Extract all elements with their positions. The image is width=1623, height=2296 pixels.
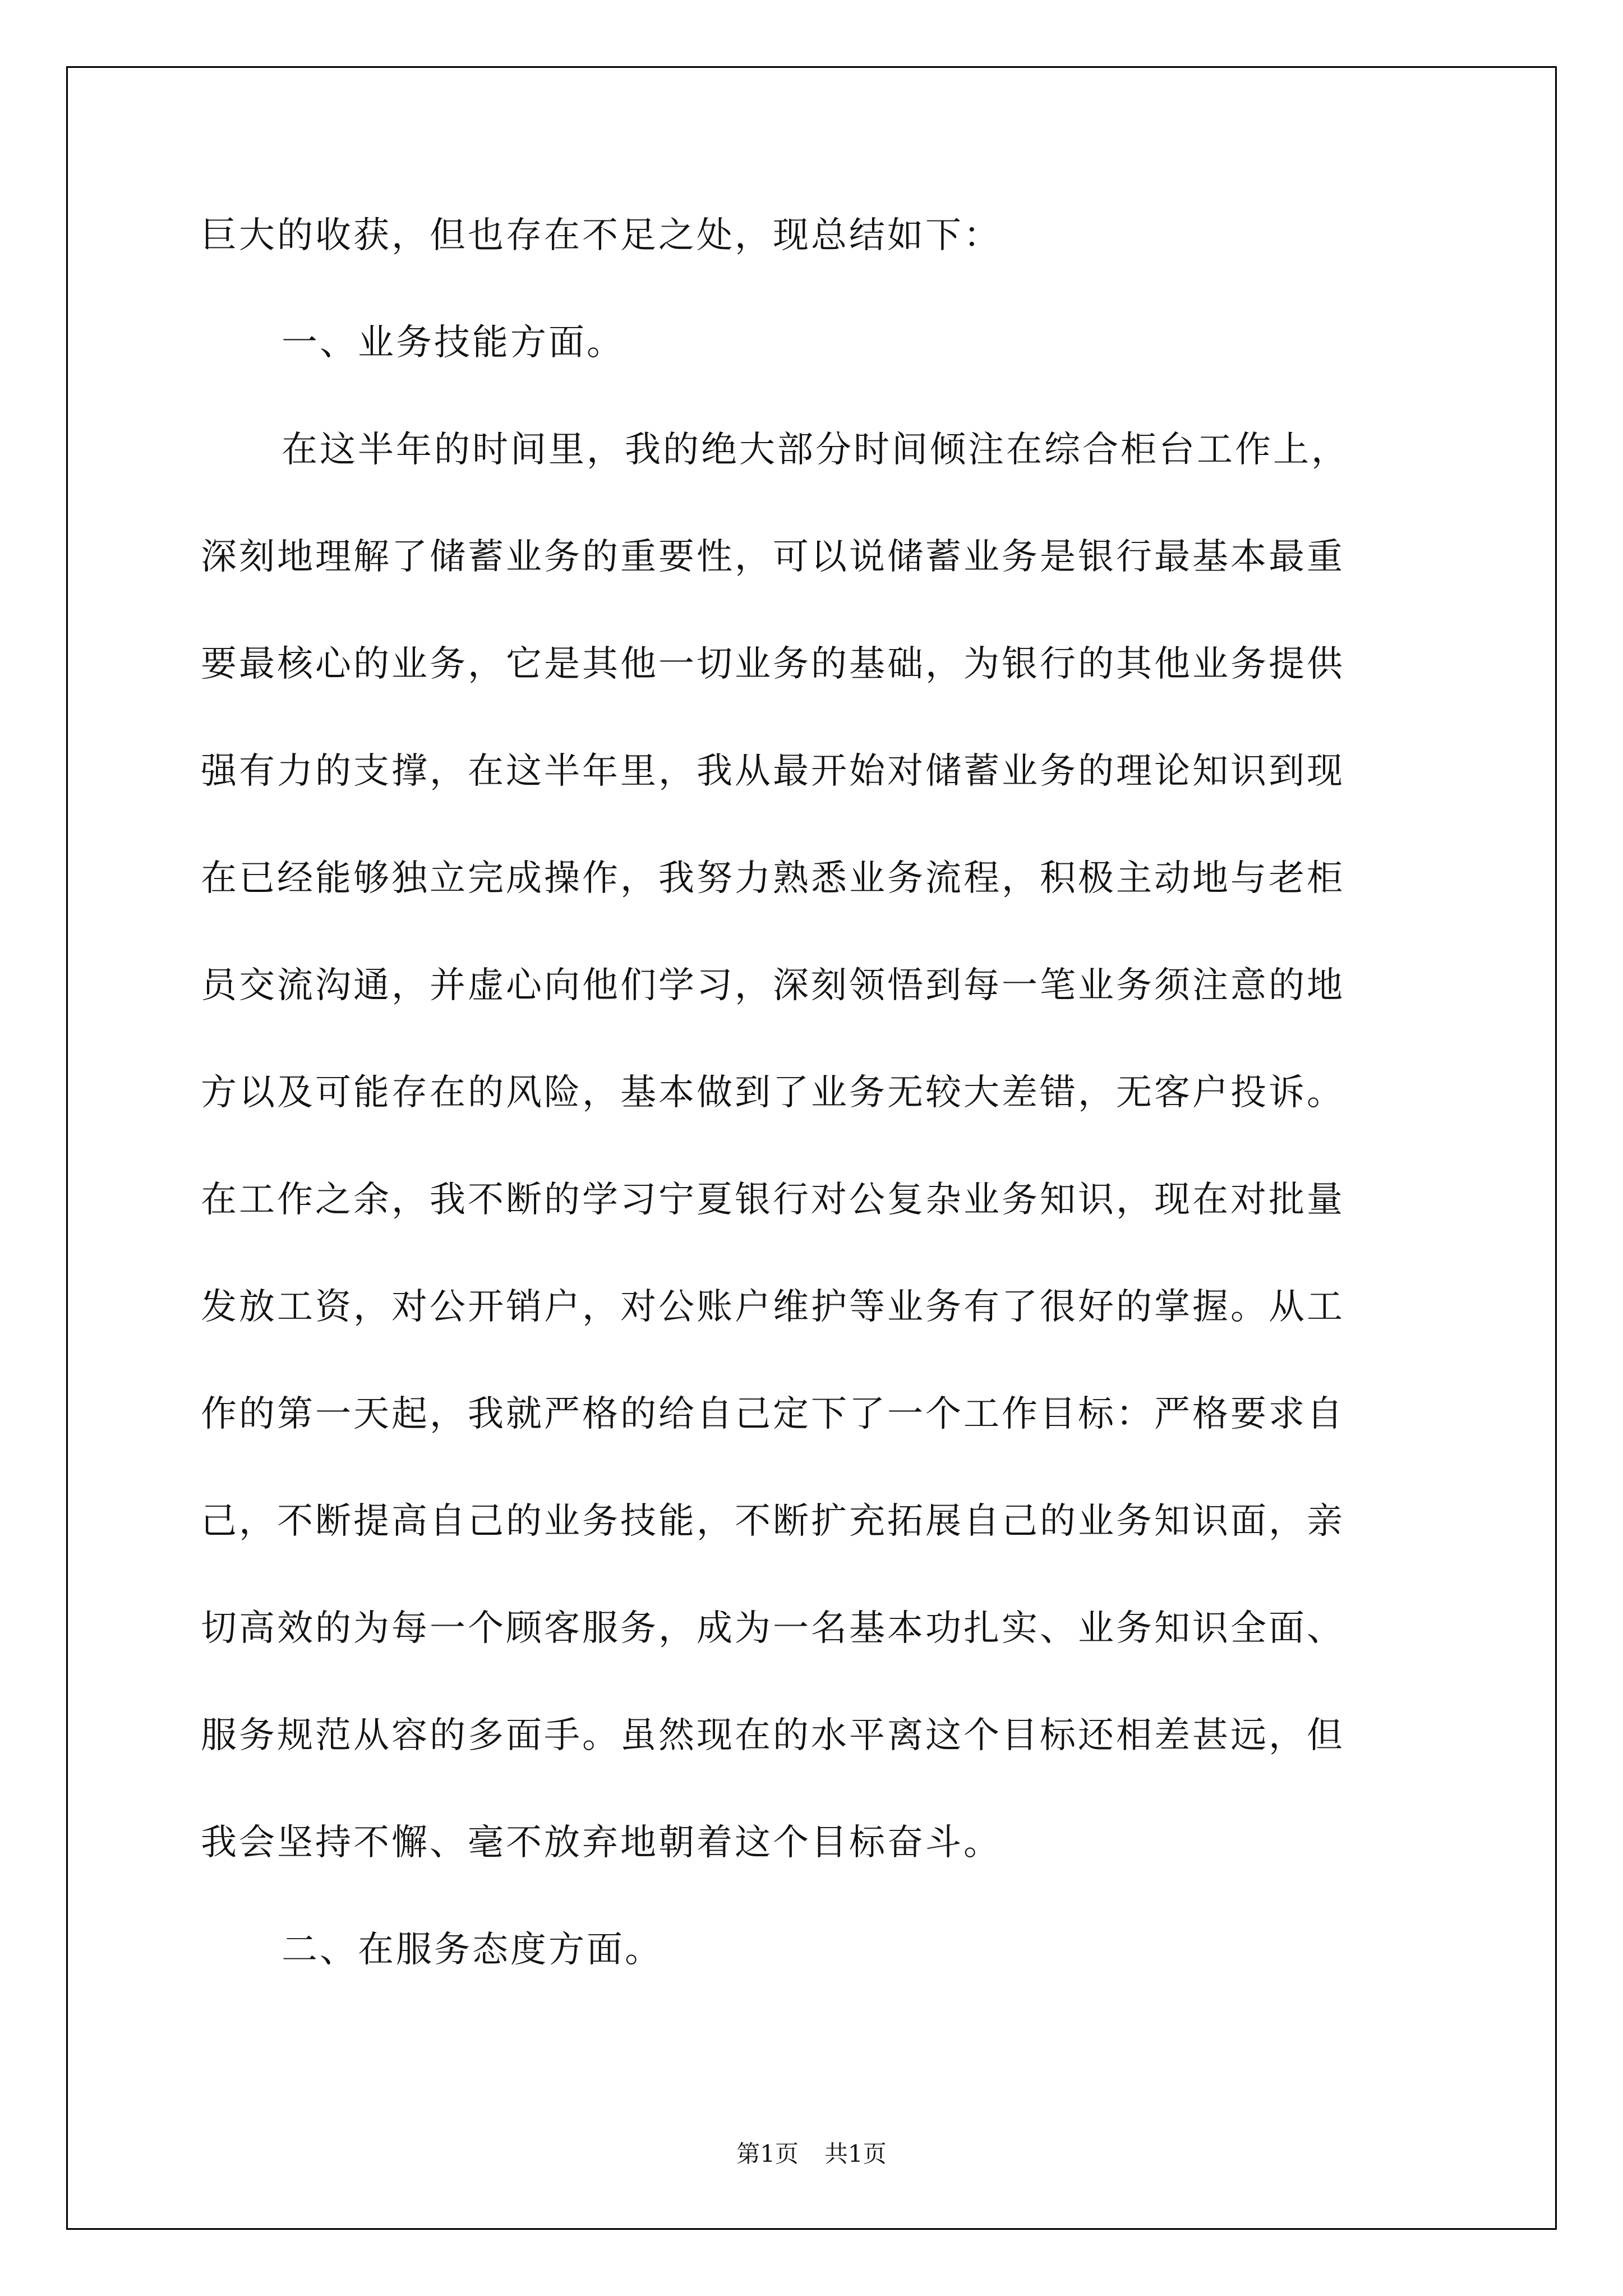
document-body [201, 209, 1435, 2030]
text-line: 发放工资，对公开销户，对公账户维护等业务有了很好的掌握。从工 [201, 1286, 1345, 1328]
page-total: 共1页 [824, 2140, 887, 2168]
text-line: 强有力的支撑，在这半年里，我从最开始对储蓄业务的理论知识到现 [201, 751, 1345, 792]
text-line: 己，不断提高自己的业务技能，不断扩充拓展自己的业务知识面，亲 [201, 1501, 1345, 1542]
text-line: 在已经能够独立完成操作，我努力熟悉业务流程，积极主动地与老柜 [201, 858, 1345, 899]
text-line: 在工作之余，我不断的学习宁夏银行对公复杂业务知识，现在对批量 [201, 1179, 1345, 1221]
text-line: 方以及可能存在的风险，基本做到了业务无较大差错，无客户投诉。 [201, 1072, 1345, 1114]
section-heading-service-attitude: 二、在服务态度方面。 [282, 1929, 663, 1971]
page-number: 第1页 [736, 2140, 799, 2168]
text-line: 在这半年的时间里，我的绝大部分时间倾注在综合柜台工作上， [282, 429, 1349, 471]
text-line: 作的第一天起，我就严格的给自己定下了一个工作目标：严格要求自 [201, 1393, 1345, 1435]
text-line: 巨大的收获，但也存在不足之处，现总结如下： [201, 215, 1002, 256]
text-line: 员交流沟通，并虚心向他们学习，深刻领悟到每一笔业务须注意的地 [201, 965, 1345, 1006]
page-footer [0, 2136, 1623, 2169]
text-line: 服务规范从容的多面手。虽然现在的水平离这个目标还相差甚远，但 [201, 1715, 1345, 1756]
text-line: 深刻地理解了储蓄业务的重要性，可以说储蓄业务是银行最基本最重 [201, 536, 1345, 578]
text-line: 我会坚持不懈、毫不放弃地朝着这个目标奋斗。 [201, 1822, 1002, 1864]
text-line: 切高效的为每一个顾客服务，成为一名基本功扎实、业务知识全面、 [201, 1608, 1345, 1649]
text-line: 要最核心的业务，它是其他一切业务的基础，为银行的其他业务提供 [201, 643, 1345, 685]
section-heading-business-skills: 一、业务技能方面。 [282, 322, 625, 364]
